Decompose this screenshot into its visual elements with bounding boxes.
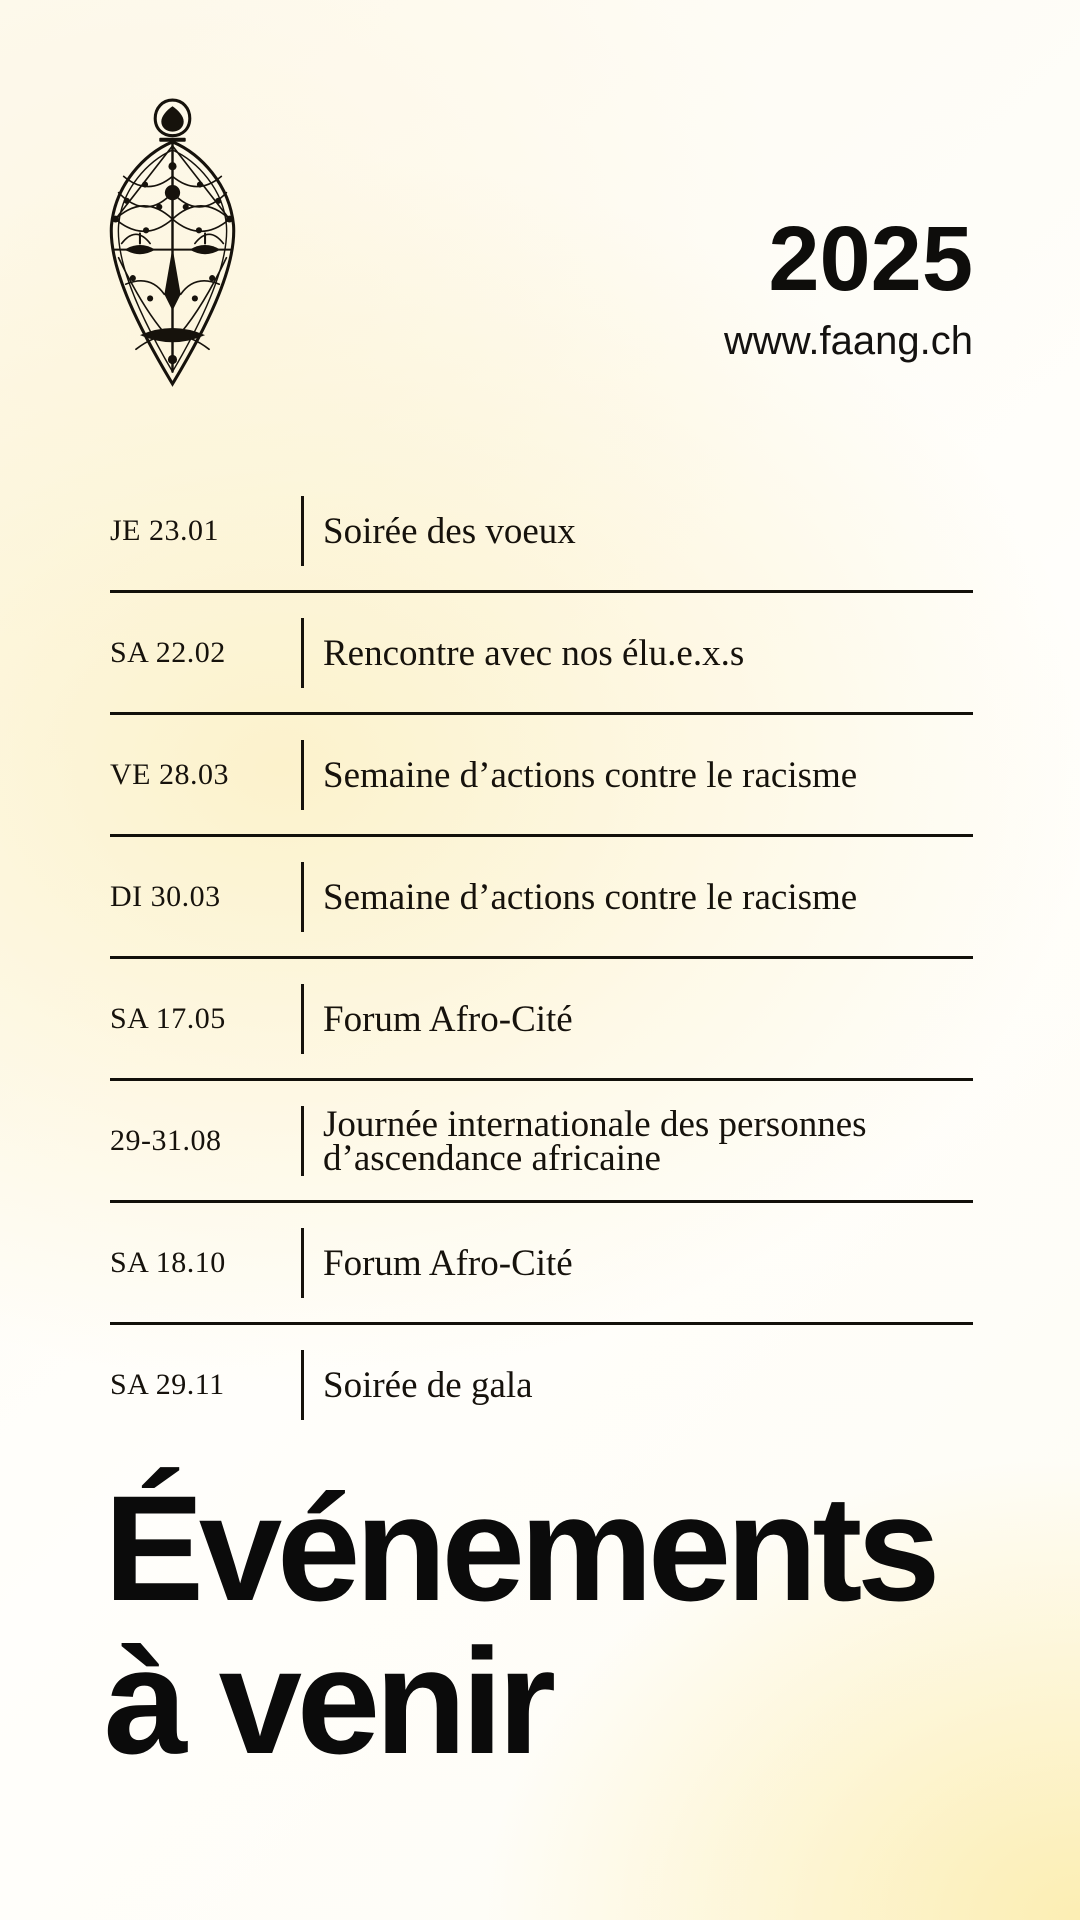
event-date: SA 22.02 <box>110 635 226 669</box>
event-title: Semaine d’actions contre le racisme <box>323 754 858 796</box>
header-right <box>723 208 973 363</box>
event-date: 29-31.08 <box>110 1123 222 1157</box>
event-date: VE 28.03 <box>110 757 229 791</box>
event-title: Journée internationale des personnes d’ascendance africaine <box>323 1104 867 1179</box>
event-title: Semaine d’actions contre le racisme <box>323 876 858 918</box>
event-row <box>110 959 973 1081</box>
event-date: SA 18.10 <box>110 1245 226 1279</box>
website-link[interactable]: www.faang.ch <box>723 319 973 363</box>
event-title: Soirée des voeux <box>323 510 576 552</box>
event-row <box>110 471 973 593</box>
page-title-line1: Événements <box>104 1464 936 1632</box>
page-title <box>104 1464 1024 1785</box>
events-list <box>110 471 973 1444</box>
event-date: DI 30.03 <box>110 879 221 913</box>
event-date: JE 23.01 <box>110 513 219 547</box>
event-title: Soirée de gala <box>323 1364 533 1406</box>
event-row <box>110 837 973 959</box>
event-row <box>110 715 973 837</box>
event-date: SA 17.05 <box>110 1001 226 1035</box>
event-title: Rencontre avec nos élu.e.x.s <box>323 632 745 674</box>
event-title: Forum Afro-Cité <box>323 1242 573 1284</box>
year-heading: 2025 <box>768 208 973 310</box>
event-row <box>110 1325 973 1444</box>
event-date: SA 29.11 <box>110 1367 225 1401</box>
event-row <box>110 1203 973 1325</box>
event-title: Forum Afro-Cité <box>323 998 573 1040</box>
faang-mask-logo <box>100 95 245 390</box>
event-row <box>110 593 973 715</box>
event-row <box>110 1081 973 1203</box>
page-title-line2: à venir <box>104 1617 551 1785</box>
